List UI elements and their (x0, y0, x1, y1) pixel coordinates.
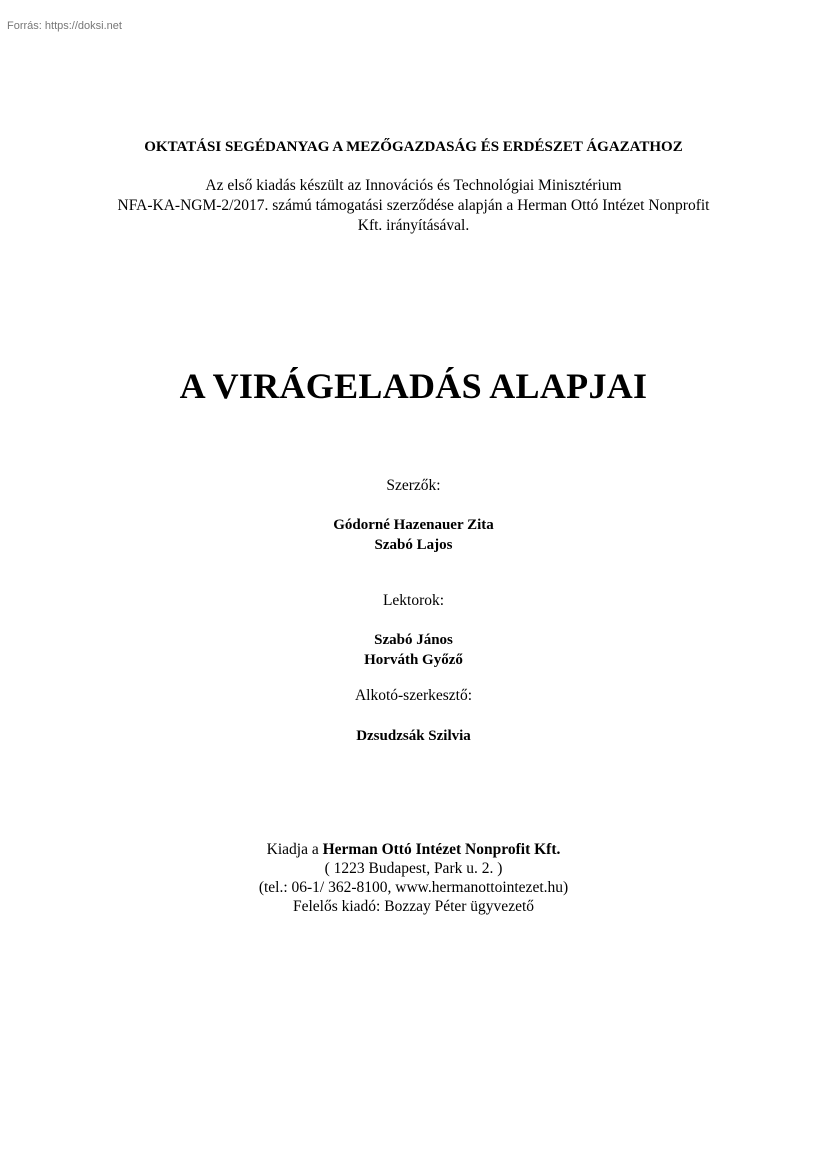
editor-name: Dzsudzsák Szilvia (356, 728, 471, 744)
reviewer-name: Szabó János (374, 632, 453, 648)
reviewers-label: Lektorok: (382, 592, 445, 609)
series-heading: OKTATÁSI SEGÉDANYAG A MEZŐGAZDASÁG ÉS ERDÉSZET ÁGAZATHOZ (144, 139, 683, 155)
intro-line-2: NFA-KA-NGM-2/2017. számú támogatási szerződése alapján a Herman Ottó Intézet Nonprofit (117, 197, 710, 214)
publisher-prefix: Kiadja a (266, 841, 323, 858)
publisher-contact: (tel.: 06-1/ 362-8100, www.hermanottointezet.hu) (258, 879, 569, 896)
publisher-line (0, 840, 827, 860)
publisher-address: ( 1223 Budapest, Park u. 2. ) (324, 860, 503, 877)
author-name: Gódorné Hazenauer Zita (333, 517, 494, 533)
source-label: Forrás: https://doksi.net (7, 20, 122, 32)
intro-line-3: Kft. irányításával. (357, 217, 470, 234)
reviewer-name: Horváth Győző (364, 652, 463, 668)
publisher-name: Herman Ottó Intézet Nonprofit Kft. (322, 841, 561, 858)
intro-line-1: Az első kiadás készült az Innovációs és Technológiai Minisztérium (205, 177, 622, 194)
document-title: A VIRÁGELADÁS ALAPJAI (179, 366, 648, 406)
author-name: Szabó Lajos (374, 537, 453, 553)
publisher-responsible: Felelős kiadó: Bozzay Péter ügyvezető (292, 898, 535, 915)
editor-label: Alkotó-szerkesztő: (354, 687, 473, 704)
authors-label: Szerzők: (386, 477, 441, 494)
